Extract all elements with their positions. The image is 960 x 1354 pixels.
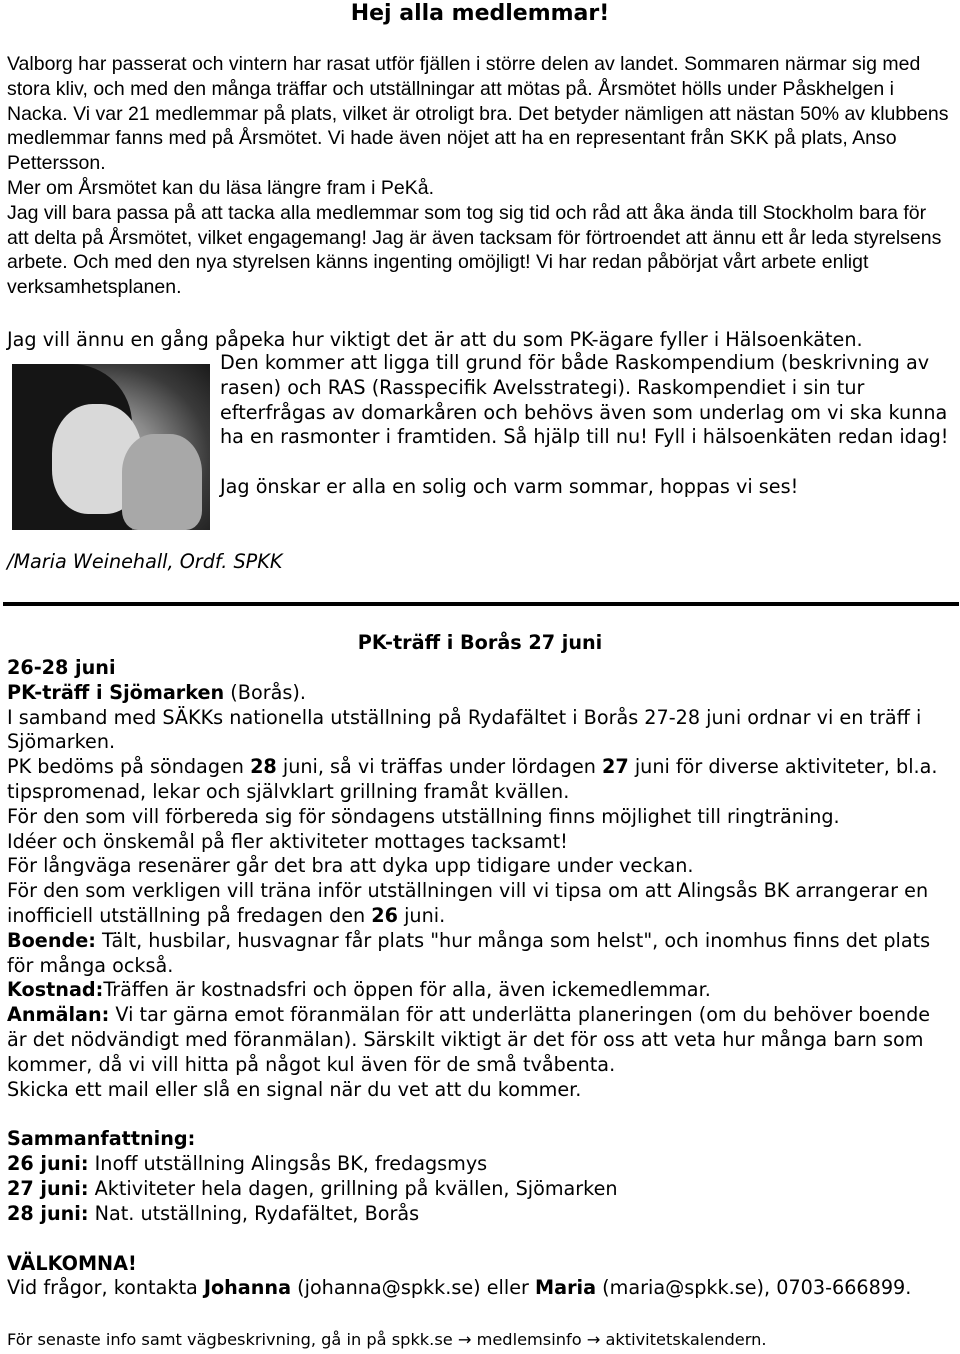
event-line-3: För den som vill förbereda sig för söndagens utställning finns möjlighet till ringträning. bbox=[7, 804, 840, 828]
event-dates: 26-28 juni bbox=[7, 656, 116, 679]
event-heading: PK-träff i Borås 27 juni bbox=[357, 631, 603, 654]
photo-dog-shape bbox=[122, 434, 202, 530]
summary-item: 28 juni: Nat. utställning, Rydafältet, Borås bbox=[7, 1201, 420, 1225]
intro-section bbox=[7, 52, 953, 300]
event-cost: Kostnad:Träffen är kostnadsfri och öppen för alla, även ickemedlemmar. bbox=[7, 978, 711, 1002]
summer-wish: Jag önskar er alla en solig och varm sommar, hoppas vi ses! bbox=[220, 475, 799, 499]
welcome-text: VÄLKOMNA! bbox=[7, 1251, 137, 1275]
event-registration: Anmälan: Vi tar gärna emot föranmälan för att underlätta planeringen (om du behöver boende är det nödvändigt med föranmälan). Särskilt viktigt är det för oss att veta hur många barn som kommer, då vi vill hitta på något kul även för de små tvåbenta. bbox=[7, 1003, 931, 1076]
event-place: (Borås). bbox=[224, 680, 306, 704]
survey-paragraph: Den kommer att ligga till grund för både Raskompendium (beskrivning av rasen) och RAS (Rasspecifik Avelsstrategi). Raskompendiet i sin tur efterfrågas av domarkåren och behövs även som underlag om vi ska kunna ha en rasmonter i framtiden. Så hjälp till nu! Fyll i hälsoenkäten redan idag! bbox=[220, 351, 949, 449]
event-line-6: För den som verkligen vill träna inför utställningen vill vi tipsa om att Alingsås BK arrangerar en inofficiell utställning på fredagen den 26 juni. bbox=[7, 879, 929, 927]
footer-note: För senaste info samt vägbeskrivning, gå in på spkk.se → medlemsinfo → aktivitetskalendern. bbox=[7, 1330, 767, 1349]
event-line-4: Idéer och önskemål på fler aktiviteter mottages tacksamt! bbox=[7, 829, 568, 853]
event-line-5: För långväga resenärer går det bra att dyka upp tidigare under veckan. bbox=[7, 854, 694, 878]
event-accommodation: Boende: Tält, husbilar, husvagnar får plats "hur många som helst", och inomhus finns det plats för många också. bbox=[7, 928, 931, 977]
event-line-2: PK bedöms på söndagen 28 juni, så vi träffas under lördagen 27 juni för diverse aktiviteter, bl.a. tipspromenad, lekar och självklart grillning framåt kvällen. bbox=[7, 755, 938, 803]
intro-paragraph-3: Jag vill bara passa på att tacka alla medlemmar som tog sig tid och råd att åka ända till Stockholm bara för att delta på Årsmötet, vilket engagemang! Jag är även tacksam för förtroendet att ännu ett år leda styrelsens arbete. Och med den nya styrelsen känns ingenting omöjligt! Vi har redan påbörjat vårt arbete enligt verksamhetsplanen. bbox=[7, 201, 942, 299]
intro-paragraph-1: Valborg har passerat och vintern har rasat utför fjällen i större delen av landet. Sommaren närmar sig med stora kliv, och med den många träffar och utställningar att mötas på. Årsmötet hölls under Påskhelgen i Nacka. Vi var 21 medlemmar på plats, vilket är otroligt bra. Det betyder nämligen att nästan 50% av klubbens medlemmar fanns med på Årsmötet. Vi hade även nöjet att ha en representant från SKK på plats, Anso Pettersson. bbox=[7, 53, 949, 175]
summary-item: 26 juni: Inoff utställning Alingsås BK, fredagsmys bbox=[7, 1152, 488, 1176]
author-photo bbox=[12, 364, 210, 530]
survey-intro: Jag vill ännu en gång påpeka hur viktigt det är att du som PK-ägare fyller i Hälsoenkäten. bbox=[7, 328, 863, 351]
event-section bbox=[7, 656, 953, 1301]
survey-text bbox=[220, 351, 956, 500]
contact-info: Vid frågor, kontakta Johanna (johanna@spkk.se) eller Maria (maria@spkk.se), 0703-666899. bbox=[7, 1276, 912, 1300]
summary-heading: Sammanfattning: bbox=[7, 1127, 196, 1151]
event-name: PK-träff i Sjömarken bbox=[7, 680, 225, 704]
event-line-1: I samband med SÄKKs nationella utställning på Rydafältet i Borås 27-28 juni ordnar vi en träff i Sjömarken. bbox=[7, 705, 922, 754]
page-title: Hej alla medlemmar! bbox=[350, 1, 610, 26]
signature: /Maria Weinehall, Ordf. SPKK bbox=[7, 550, 283, 573]
intro-paragraph-2: Mer om Årsmötet kan du läsa längre fram i PeKå. bbox=[7, 176, 435, 199]
summary-item: 27 juni: Aktiviteter hela dagen, grillning på kvällen, Sjömarken bbox=[7, 1176, 618, 1200]
event-line-7: Skicka ett mail eller slå en signal när du vet att du kommer. bbox=[7, 1077, 582, 1101]
section-divider bbox=[3, 602, 959, 606]
